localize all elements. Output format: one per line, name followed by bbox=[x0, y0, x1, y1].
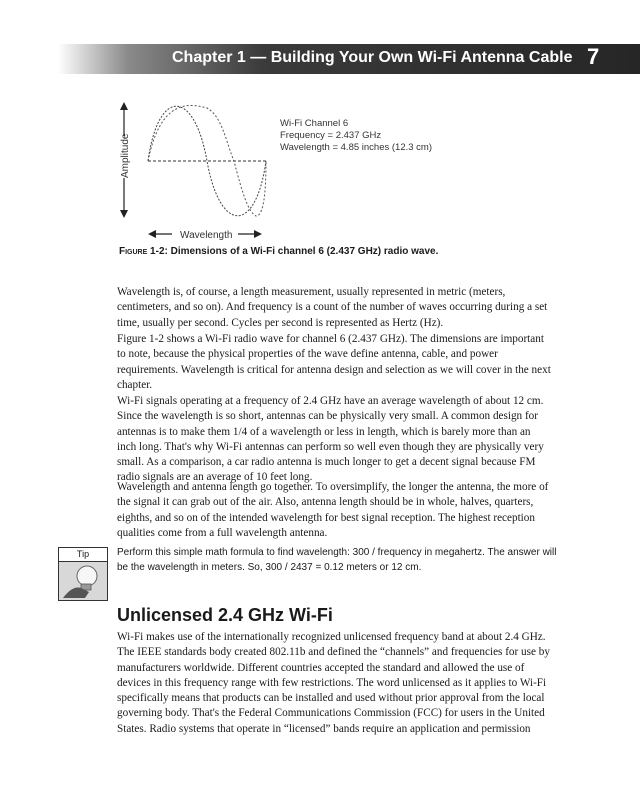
section-heading: Unlicensed 2.4 GHz Wi-Fi bbox=[117, 605, 333, 625]
tip-text: Perform this simple math formula to find wavelength: 300 / frequency in megahertz. The answer will be the wavelength in meters. So, 300 / 2437 = 0.12 meters or 12 cm. bbox=[117, 547, 557, 573]
info-wavelength: Wavelength = 4.85 inches (12.3 cm) bbox=[280, 142, 432, 153]
tip-box bbox=[58, 547, 108, 601]
paragraph-wifi-signals: Wi-Fi signals operating at a frequency of 2.4 GHz have an average wavelength of about 12 cm. Since the wavelength is so short, antennas can be physically very small. A common design for antennas is to make them 1/4 of a wavelength or less in length, which is barely more than an inch long. That's why Wi-Fi antennas can perform so well even though they are physically very small. As a comparison, a car radio antenna is much longer to get a decent signal because FM radio signals are an average of 10 feet long. bbox=[117, 395, 544, 484]
figure-caption-text: Dimensions of a Wi-Fi channel 6 (2.437 GHz) radio wave. bbox=[170, 246, 439, 257]
amplitude-label: Amplitude bbox=[120, 133, 131, 178]
paragraph-wavelength-definition: Wavelength is, of course, a length measurement, usually represented in metric (meters, centimeters, and so on). And frequency is a count of the number of waves occurring during a set time, usually per second. Cycles per second is represented as Hertz (Hz). bbox=[117, 286, 548, 329]
lightbulb-icon bbox=[59, 562, 107, 600]
figure-caption-label: Figure 1-2: bbox=[119, 246, 168, 257]
radio-wave-figure bbox=[110, 92, 432, 242]
info-channel: Wi-Fi Channel 6 bbox=[280, 118, 349, 129]
page-number: 7 bbox=[587, 44, 600, 69]
tip-label: Tip bbox=[59, 548, 107, 562]
figure-caption bbox=[119, 246, 559, 257]
info-frequency: Frequency = 2.437 GHz bbox=[280, 130, 382, 141]
paragraph-figure-description: Figure 1-2 shows a Wi-Fi radio wave for channel 6 (2.437 GHz). The dimensions are important to note, because the physical properties of the wave define antenna, cable, and power requirements. Wavelength is critical for antenna design and selection as we will cover in the next chapter. bbox=[117, 333, 551, 391]
wavelength-label: Wavelength bbox=[180, 230, 233, 241]
paragraph-unlicensed-wifi: Wi-Fi makes use of the internationally recognized unlicensed frequency band at about 2.4 GHz. The IEEE standards body created 802.11b and defined the “channels” and frequencies for use by manufacturers worldwide. Different countries accepted the standard and allowed the use of devices in this frequency range with few restrictions. The word unlicensed as it applies to Wi-Fi specifically means that products can be installed and used without prior approval from the local governing body. That's the Federal Communications Commission (FCC) for users in the United States. Radio systems that operate in “licensed” bands require an application and permission bbox=[117, 631, 550, 735]
chapter-title: Chapter 1 — Building Your Own Wi-Fi Antenna Cable bbox=[172, 49, 573, 66]
paragraph-antenna-length: Wavelength and antenna length go together. To oversimplify, the longer the antenna, the more of the signal it can grab out of the air. Also, antenna length should be in whole, halves, quarters, eighths, and so on of the intended wavelength for best signal reception. The highest reception qualities come from a full wavelength antenna. bbox=[117, 481, 549, 539]
